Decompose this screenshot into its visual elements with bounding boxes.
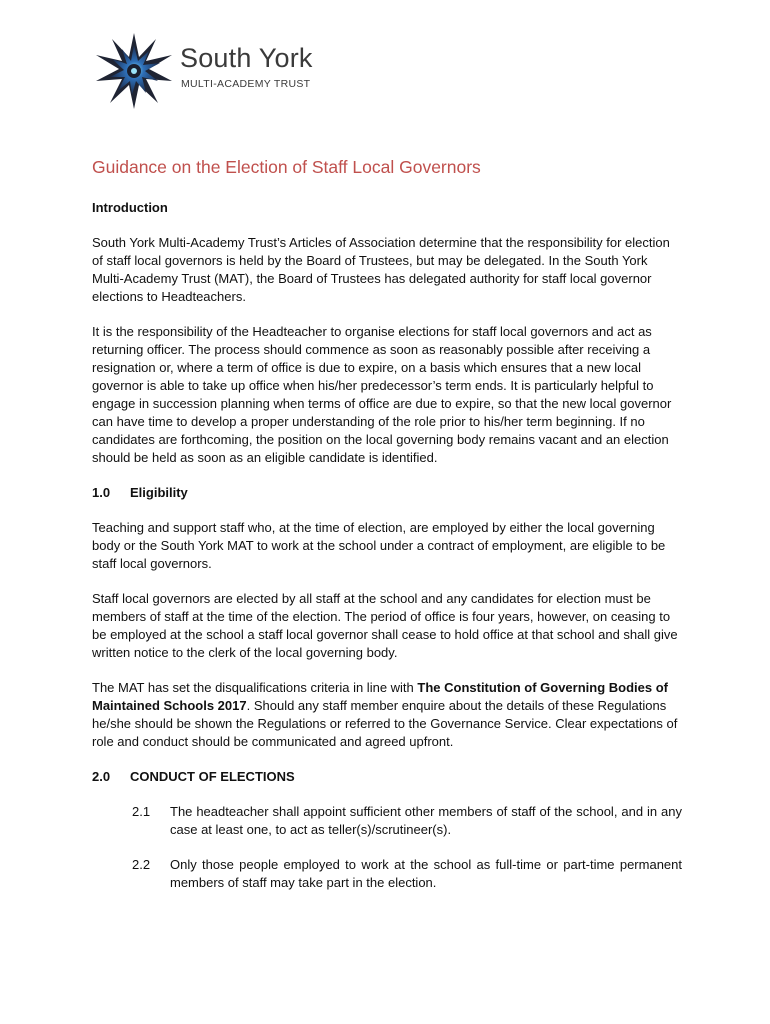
intro-paragraph-2: It is the responsibility of the Headteacher to organise elections for staff local governors and act as returning officer. The process should commence as soon as reasonably possible after receiving a resignation or, where a term of office is due to expire, on a basis which ensures that a new local governor is able to take up office when his/her predecessor’s term ends. It is particularly helpful to engage in succession planning when terms of office are due to expire, so that the new local governor can have time to develop a proper understanding of the role prior to his/her term beginning. If no candidates are forthcoming, the position on the local governing body remains vacant and an election should be held as soon as an eligible candidate is identified. — [92, 324, 672, 465]
logo-subtitle: MULTI-ACADEMY TRUST — [181, 78, 311, 90]
s1-p3-start: The MAT has set the disqualifications criteria in line with — [92, 680, 418, 695]
list-item — [92, 803, 682, 839]
item-number: 2.1 — [132, 804, 151, 819]
intro-paragraph-1: South York Multi-Academy Trust’s Articles of Association determine that the responsibility for election of staff local governors is held by the Board of Trustees, but may be delegated. In the South York Multi-Academy Trust (MAT), the Board of Trustees has delegated authority for staff local governor elections to Headteachers. — [92, 235, 670, 304]
section-2-title: CONDUCT OF ELECTIONS — [130, 769, 295, 784]
star-burst-logo-icon — [94, 31, 174, 111]
section-1-paragraph-2: Staff local governors are elected by all staff at the school and any candidates for election must be members of staff at the time of the election. The period of office is four years, however, on ceasing to be employed at the school a staff local governor shall cease to hold office at that school and shall give written notice to the clerk of the local governing body. — [92, 591, 678, 660]
s1-p3-end: . Should any staff member enquire about the details of these Regulations he/she should be shown the Regulations or referred to the Governance Service. Clear expectations of role and conduct should be communicated and agreed upfront. — [92, 698, 678, 749]
section-1-paragraph-3 — [92, 679, 682, 751]
intro-heading: Introduction — [92, 200, 168, 215]
logo-name: South York — [180, 43, 313, 73]
section-2-number: 2.0 — [92, 769, 111, 784]
item-text: The headteacher shall appoint sufficient other members of staff of the school, and in any case at least one, to act as teller(s)/scrutineer(s). — [170, 804, 682, 837]
list-item — [92, 856, 682, 892]
section-1-heading — [92, 484, 682, 502]
item-number: 2.2 — [132, 857, 151, 872]
section-1-title: Eligibility — [130, 485, 188, 500]
trust-logo — [94, 31, 324, 111]
section-1-number: 1.0 — [92, 485, 111, 500]
section-1-paragraph-1: Teaching and support staff who, at the time of election, are employed by either the local governing body or the South York MAT to work at the school under a contract of employment, are eligible to be staff local governors. — [92, 520, 666, 571]
document-body — [92, 152, 682, 909]
section-2-heading — [92, 768, 682, 786]
item-text: Only those people employed to work at the school as full-time or part-time permanent members of staff may take part in the election. — [170, 857, 682, 890]
regulation-title: The Constitution of Governing Bodies of Maintained Schools 2017 — [92, 680, 668, 713]
page-title: Guidance on the Election of Staff Local Governors — [92, 157, 481, 177]
